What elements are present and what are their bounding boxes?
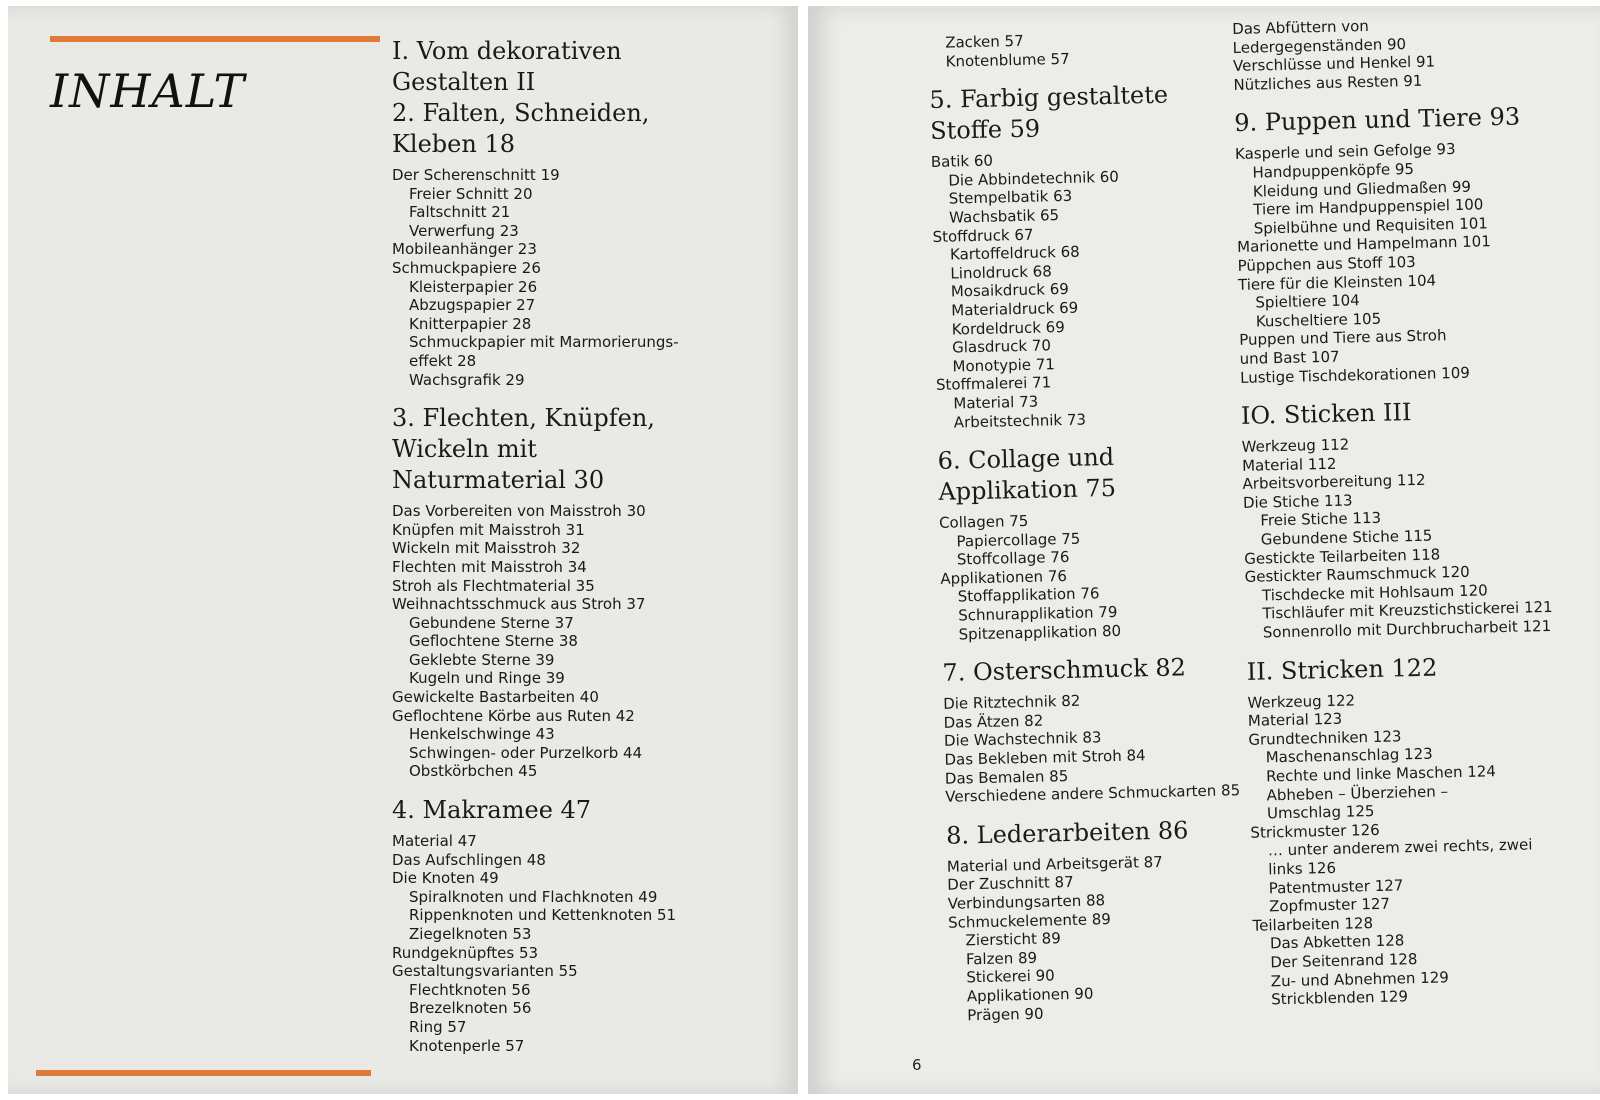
toc-entry: Das Ätzen 82 — [943, 711, 1044, 732]
toc-entry: Stoffmalerei 71 — [935, 373, 1052, 395]
toc-subentry: Tiere im Handpuppenspiel 100 — [1253, 195, 1484, 219]
toc-subentry: Sonnenrollo mit Durchbrucharbeit 121 — [1262, 616, 1552, 642]
toc-entry: Schmuckelemente 89 — [947, 909, 1112, 932]
toc-entry: Arbeitsvorbereitung 112 — [1242, 471, 1426, 494]
toc-subentry: Strickblenden 129 — [1271, 987, 1409, 1009]
chapter-heading: Naturmaterial 30 — [392, 466, 605, 495]
chapter-heading: II. Stricken 122 — [1246, 653, 1438, 686]
toc-subentry: Tischdecke mit Hohlsaum 120 — [1261, 581, 1488, 605]
chapter-heading: 2. Falten, Schneiden, — [392, 99, 650, 127]
page-title: INHALT — [50, 64, 246, 118]
toc-entry: Grundtechniken 123 — [1248, 727, 1402, 749]
toc-entry: Wickeln mit Maisstroh 32 — [392, 539, 581, 558]
toc-entry: Der Scherenschnitt 19 — [392, 166, 560, 184]
toc-subentry: Tischläufer mit Kreuzstichstickerei 121 — [1262, 598, 1553, 623]
toc-subentry: Abheben – Überziehen – — [1266, 781, 1449, 805]
toc-subentry: Patentmuster 127 — [1268, 875, 1404, 897]
toc-subentry: Freie Stiche 113 — [1260, 509, 1382, 530]
left-page — [8, 6, 798, 1094]
toc-entry: Teilarbeiten 128 — [1252, 913, 1374, 935]
toc-entry: Das Bemalen 85 — [944, 766, 1069, 788]
toc-entry: Die Ritztechnik 82 — [943, 691, 1081, 714]
toc-entry: Material 47 — [392, 832, 477, 851]
chapter-heading: Applikation 75 — [938, 473, 1117, 506]
toc-subentry: Kleidung und Gliedmaßen 99 — [1252, 177, 1472, 201]
toc-subentry: Applikationen 90 — [966, 984, 1094, 1006]
chapter-heading: 9. Puppen und Tiere 93 — [1234, 102, 1521, 138]
toc-subentry: Wachsbatik 65 — [948, 206, 1060, 227]
toc-entry: Verbindungsarten 88 — [947, 891, 1106, 913]
toc-subentry: … unter anderem zwei rechts, zwei — [1267, 835, 1533, 860]
toc-subentry: Das Abketten 128 — [1269, 931, 1405, 953]
toc-entry: Mobileanhänger 23 — [392, 240, 537, 259]
toc-entry: Gestickter Raumschmuck 120 — [1244, 563, 1470, 587]
toc-entry: und Bast 107 — [1239, 347, 1340, 368]
toc-subentry: Monotypie 71 — [952, 354, 1056, 376]
toc-entry: Marionette und Hampelmann 101 — [1236, 232, 1491, 257]
toc-entry: Geflochtene Körbe aus Ruten 42 — [392, 706, 635, 725]
toc-subentry: Stempelbatik 63 — [948, 187, 1073, 208]
toc-entry: Strickmuster 126 — [1250, 820, 1380, 842]
toc-entry: Rundgeknüpftes 53 — [392, 943, 539, 962]
toc-subentry: Henkelschwinge 43 — [409, 725, 555, 744]
toc-subentry: Materialdruck 69 — [951, 298, 1079, 320]
toc-subentry: Brezelknoten 56 — [409, 999, 532, 1018]
toc-subentry: Rippenknoten und Kettenknoten 51 — [409, 906, 677, 925]
toc-subentry: Maschenanschlag 123 — [1265, 745, 1433, 767]
toc-subentry: Handpuppenköpfe 95 — [1252, 159, 1415, 182]
toc-subentry: Knotenblume 57 — [945, 49, 1070, 71]
toc-entry: Stroh als Flechtmaterial 35 — [392, 576, 595, 595]
toc-subentry: Faltschnitt 21 — [409, 203, 511, 222]
toc-subentry: Umschlag 125 — [1266, 802, 1375, 823]
toc-entry: Gestickte Teilarbeiten 118 — [1244, 545, 1441, 568]
toc-subentry: Gebundene Sterne 37 — [409, 613, 574, 632]
toc-subentry: Rechte und linke Maschen 124 — [1265, 762, 1497, 786]
toc-entry: Das Aufschlingen 48 — [392, 850, 546, 869]
toc-entry: Puppen und Tiere aus Stroh — [1239, 326, 1447, 350]
toc-subentry: Falzen 89 — [965, 948, 1038, 969]
toc-entry: Das Bekleben mit Stroh 84 — [944, 746, 1146, 769]
toc-column-1 — [392, 36, 792, 1055]
toc-subentry: Mosaikdruck 69 — [950, 280, 1069, 301]
chapter-heading: Gestalten II — [392, 68, 536, 96]
toc-subentry: Ring 57 — [409, 1017, 467, 1036]
toc-subentry: Spielbühne und Requisiten 101 — [1253, 214, 1489, 238]
chapter-heading: 7. Osterschmuck 82 — [942, 653, 1187, 688]
toc-entry: Gestaltungsvarianten 55 — [392, 962, 578, 981]
chapter-heading: 3. Flechten, Knüpfen, — [392, 404, 655, 433]
toc-subentry: Knotenperle 57 — [409, 1036, 525, 1055]
toc-subentry: Arbeitstechnik 73 — [953, 410, 1087, 432]
toc-entry: Kasperle und sein Gefolge 93 — [1234, 140, 1456, 164]
toc-subentry: Verwerfung 23 — [409, 221, 519, 240]
toc-entry: Tiere für die Kleinsten 104 — [1237, 270, 1437, 294]
toc-entry: Material 112 — [1241, 454, 1337, 475]
toc-entry: Knüpfen mit Maisstroh 31 — [392, 520, 585, 539]
toc-subentry: Knitterpapier 28 — [409, 314, 532, 333]
toc-subentry: Kleisterpapier 26 — [409, 277, 538, 296]
chapter-heading: IO. Sticken III — [1240, 398, 1412, 430]
toc-subentry: Linoldruck 68 — [950, 262, 1052, 283]
toc-entry: Applikationen 76 — [940, 566, 1068, 588]
toc-entry: Der Zuschnitt 87 — [947, 873, 1074, 895]
chapter-heading: 4. Makramee 47 — [392, 796, 592, 825]
toc-entry: Püppchen aus Stoff 103 — [1237, 252, 1416, 275]
toc-subentry: Die Abbindetechnik 60 — [948, 167, 1120, 190]
toc-subentry: Zopfmuster 127 — [1268, 894, 1391, 916]
toc-subentry: Kartoffeldruck 68 — [949, 242, 1080, 264]
toc-subentry: Schnurapplikation 79 — [957, 602, 1118, 625]
toc-subentry: Papiercollage 75 — [956, 529, 1081, 551]
toc-subentry: Kordeldruck 69 — [951, 317, 1065, 339]
toc-entry: Weihnachtsschmuck aus Stroh 37 — [392, 595, 646, 614]
toc-entry: Die Knoten 49 — [392, 869, 499, 888]
toc-subentry: Prägen 90 — [967, 1004, 1044, 1024]
toc-subentry: Stoffapplikation 76 — [957, 584, 1100, 606]
toc-subentry: Obstkörbchen 45 — [409, 762, 538, 781]
toc-entry: Lustige Tischdekorationen 109 — [1239, 363, 1470, 387]
toc-subentry: effekt 28 — [409, 351, 477, 370]
page-number: 6 — [912, 1056, 922, 1074]
toc-entry: Batik 60 — [930, 151, 994, 172]
orange-rule-top — [50, 36, 380, 42]
toc-subentry: Glasdruck 70 — [951, 336, 1052, 357]
toc-subentry: Spiralknoten und Flachknoten 49 — [409, 887, 658, 906]
chapter-heading: Kleben 18 — [392, 130, 515, 158]
toc-entry: Collagen 75 — [938, 511, 1029, 532]
toc-subentry: Geflochtene Sterne 38 — [409, 632, 578, 651]
toc-subentry: Material 73 — [953, 392, 1039, 413]
toc-subentry: Schwingen- oder Purzelkorb 44 — [409, 743, 643, 762]
chapter-heading: 6. Collage und — [937, 442, 1115, 475]
toc-entry: Schmuckpapiere 26 — [392, 258, 541, 277]
toc-subentry: Stickerei 90 — [966, 966, 1055, 987]
toc-subentry: Geklebte Sterne 39 — [409, 650, 555, 669]
right-page — [808, 6, 1600, 1094]
toc-entry: Werkzeug 122 — [1247, 691, 1356, 712]
toc-entry: Nützliches aus Resten 91 — [1233, 71, 1423, 94]
toc-subentry: Flechtknoten 56 — [409, 980, 531, 999]
toc-subentry: Spitzenapplikation 80 — [958, 621, 1122, 644]
orange-rule-bottom — [36, 1070, 371, 1076]
toc-entry: Werkzeug 112 — [1241, 435, 1350, 456]
toc-entry: Stoffdruck 67 — [932, 225, 1034, 246]
chapter-heading: I. Vom dekorativen — [392, 37, 622, 65]
toc-entry: Verschiedene andere Schmuckarten 85 — [945, 781, 1241, 807]
toc-subentry: Kuscheltiere 105 — [1255, 309, 1382, 331]
toc-entry: Flechten mit Maisstroh 34 — [392, 557, 587, 576]
toc-subentry: Kugeln und Ringe 39 — [409, 669, 565, 688]
toc-subentry: Freier Schnitt 20 — [409, 184, 533, 203]
toc-subentry: Wachsgrafik 29 — [409, 370, 525, 389]
toc-subentry: Zu- und Abnehmen 129 — [1270, 967, 1450, 990]
toc-entry: Das Vorbereiten von Maisstroh 30 — [392, 502, 646, 521]
toc-entry: Die Stiche 113 — [1242, 491, 1353, 512]
chapter-heading: Wickeln mit — [392, 435, 537, 464]
toc-subentry: Stoffcollage 76 — [956, 548, 1070, 569]
toc-entry: Die Wachstechnik 83 — [943, 728, 1102, 751]
toc-subentry: Ziersticht 89 — [965, 929, 1061, 950]
toc-subentry: links 126 — [1268, 858, 1337, 879]
chapter-heading: 8. Lederarbeiten 86 — [945, 816, 1189, 850]
toc-subentry: Gebundene Stiche 115 — [1260, 526, 1433, 549]
chapter-heading: 5. Farbig gestaltete — [929, 80, 1169, 115]
toc-column-3 — [1232, 12, 1594, 1009]
toc-entry: Das Abfüttern von — [1232, 16, 1370, 38]
toc-subentry: Ziegelknoten 53 — [409, 925, 532, 943]
toc-subentry: Spieltiere 104 — [1255, 291, 1360, 312]
toc-entry: Material 123 — [1247, 709, 1343, 731]
toc-entry: Gewickelte Bastarbeiten 40 — [392, 688, 599, 707]
toc-entry: Material und Arbeitsgerät 87 — [946, 852, 1163, 876]
toc-column-2 — [928, 27, 1250, 1025]
toc-subentry: Abzugspapier 27 — [409, 296, 536, 315]
toc-entry: Verschlüsse und Henkel 91 — [1232, 52, 1436, 76]
toc-entry: Ledergegenständen 90 — [1232, 34, 1407, 57]
toc-subentry: Schmuckpapier mit Marmorierungs- — [409, 333, 679, 352]
toc-subentry: Zacken 57 — [944, 31, 1024, 52]
toc-subentry: Der Seitenrand 128 — [1270, 949, 1418, 972]
chapter-heading: Stoffe 59 — [929, 114, 1041, 146]
